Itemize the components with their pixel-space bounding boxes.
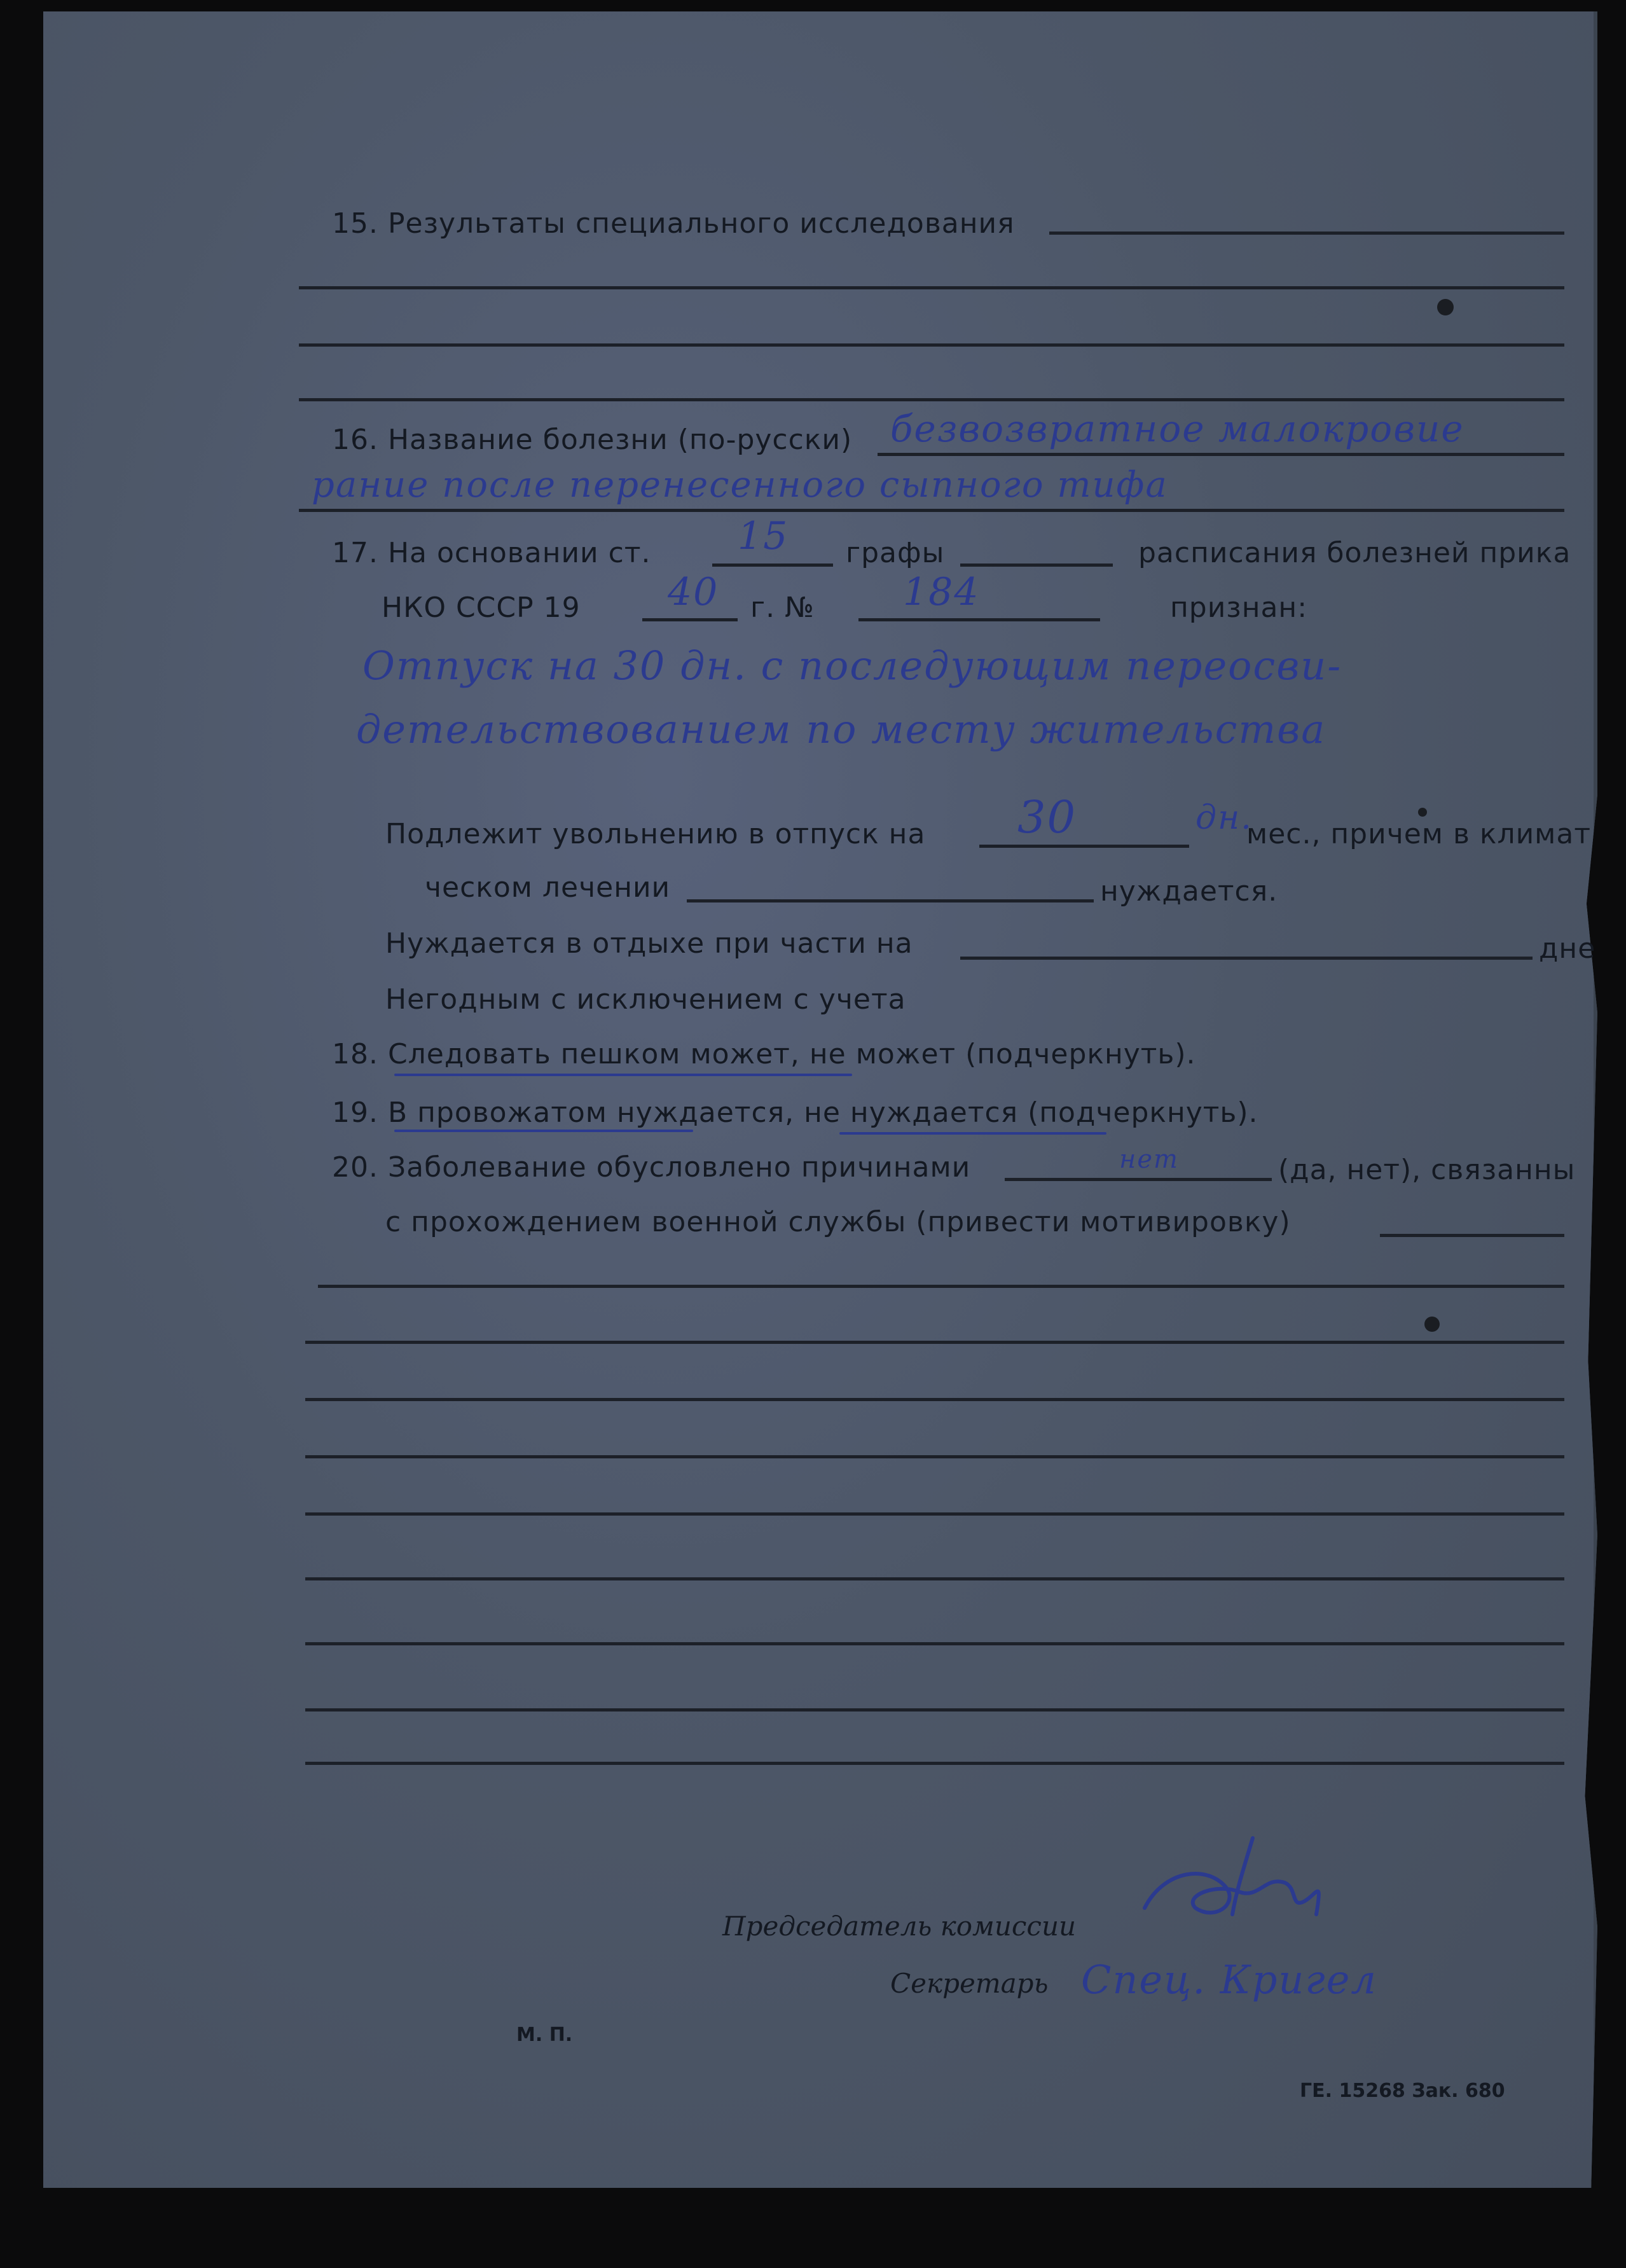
item17-handwritten-1: Отпуск на 30 дн. с последующим переосви-: [362, 642, 1342, 689]
item20-line-8: [305, 1642, 1564, 1645]
item19-underline-2: [839, 1132, 1106, 1135]
item20-line-4: [305, 1398, 1564, 1401]
item20-line-1: [1380, 1234, 1564, 1237]
item20-line-9: [305, 1708, 1564, 1711]
leave-days-unit: дн.: [1195, 799, 1253, 837]
item15-line-4: [299, 398, 1564, 401]
stamp-place: М. П.: [516, 2024, 573, 2046]
item18-label: 18. Следовать пешком может, не может (подчеркнуть).: [332, 1038, 1196, 1070]
item17-raspisanie: расписания болезней прика: [1138, 537, 1571, 569]
item17-grafy-line: [960, 564, 1113, 567]
item19-underline-1: [394, 1130, 693, 1132]
item20-answer-line: [1005, 1178, 1272, 1181]
item17-label: 17. На основании ст.: [332, 537, 651, 569]
rest-text: Нуждается в отдыхе при части на: [385, 927, 913, 960]
item15-label: 15. Результаты специального исследования: [332, 207, 1015, 240]
leave-days-value: 30: [1017, 791, 1077, 843]
item20-line-10: [305, 1762, 1564, 1765]
item17-number-line: [858, 618, 1100, 621]
item15-line-2: [299, 286, 1564, 289]
item20-label-b: (да, нет), связанны: [1278, 1154, 1576, 1186]
item17-grafy: графы: [846, 537, 945, 569]
item20-line-3: [305, 1341, 1564, 1344]
item20-line-5: [305, 1455, 1564, 1458]
item17-st-line: [712, 564, 833, 567]
punch-hole-3: [1418, 808, 1427, 817]
print-code: ГЕ. 15268 Зак. 680: [1300, 2080, 1505, 2102]
item20-label-c: с прохождением военной службы (привести мотивировку): [385, 1206, 1291, 1238]
leave-climate-line: [687, 899, 1094, 902]
item17-priznan: признан:: [1170, 591, 1308, 624]
item16-line-2: [299, 509, 1564, 512]
item17-g-no: г. №: [750, 591, 815, 624]
leave-text-c: ческом лечении: [425, 871, 671, 904]
secretary-label: Секретарь: [890, 1968, 1049, 1999]
item17-number: 184: [903, 570, 980, 614]
item20-line-6: [305, 1512, 1564, 1516]
item20-line-2: [318, 1285, 1564, 1288]
item18-underline: [394, 1074, 852, 1076]
item17-nko: НКО СССР 19: [382, 591, 581, 624]
item20-answer: нет: [1119, 1145, 1179, 1174]
punch-hole-2: [1424, 1317, 1440, 1332]
chairman-signature: [1106, 1832, 1386, 1940]
item20-line-7: [305, 1577, 1564, 1580]
chairman-label: Председатель комиссии: [722, 1911, 1077, 1942]
rest-unit: дне: [1539, 932, 1596, 965]
leave-text-a: Подлежит увольнению в отпуск на: [385, 818, 926, 850]
item16-handwritten-1: безвозвратное малокровие: [890, 407, 1464, 450]
leave-days-line: [979, 845, 1189, 848]
item16-handwritten-2: рание после перенесенного сыпного тифа: [312, 464, 1168, 506]
rest-line: [960, 957, 1533, 960]
item15-line-3: [299, 343, 1564, 347]
item19-label: 19. В провожатом нуждается, не нуждается (подчеркнуть).: [332, 1096, 1258, 1129]
item17-handwritten-2: детельствованием по месту жительства: [356, 706, 1326, 752]
item17-year-line: [642, 618, 738, 621]
secretary-signature: Спец. Кригел: [1081, 1956, 1377, 2003]
leave-text-d: нуждается.: [1100, 875, 1278, 908]
item16-label: 16. Название болезни (по-русски): [332, 424, 853, 456]
item17-st-value: 15: [738, 514, 789, 558]
item15-fill-line: [1049, 232, 1564, 235]
leave-text-b: мес., причем в климат: [1246, 818, 1591, 850]
item16-fill-line: [878, 453, 1564, 456]
unfit-text: Негодным с исключением с учета: [385, 983, 906, 1016]
item17-year: 40: [668, 570, 719, 614]
item20-label-a: 20. Заболевание обусловлено причинами: [332, 1151, 971, 1184]
punch-hole-1: [1437, 299, 1454, 315]
